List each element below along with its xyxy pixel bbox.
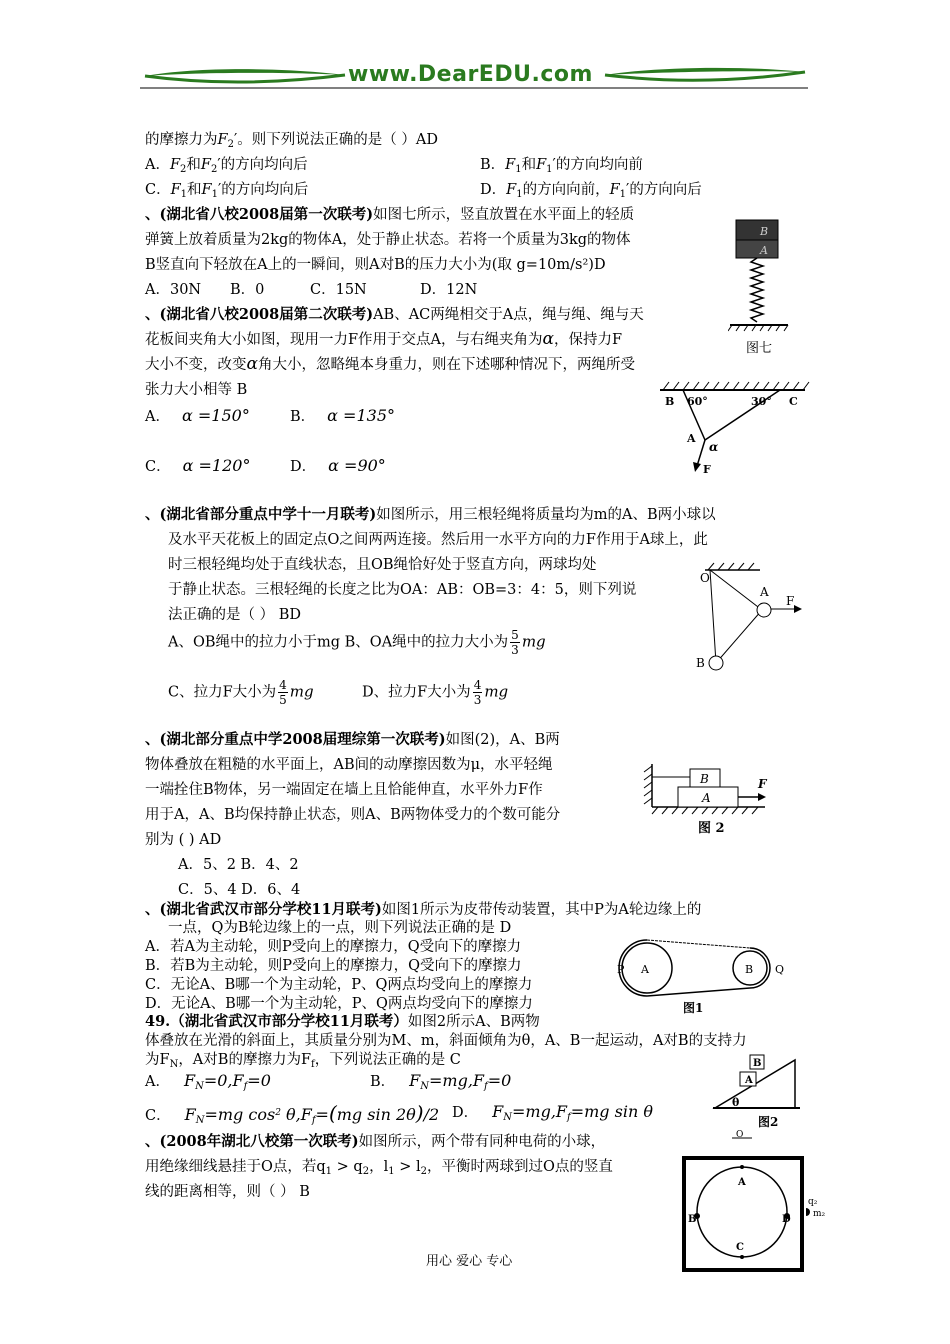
q1-option-c: C．$F_1$和$F_1'$的方向均向后 (145, 182, 309, 200)
figure-circle-track (672, 1130, 837, 1280)
q5-line1: 、(湖北部分重点中学2008届理综第一次联考)如图(2)，A、B两 (145, 731, 560, 748)
q1-option-a: A．$F_2$和$F_2'$的方向均向后 (145, 157, 308, 175)
fig-incline-caption: 图2 (758, 1115, 779, 1129)
fig-incline-label-a: A (745, 1075, 753, 1086)
q5-line3: 一端拴住B物体，另一端固定在墙上且恰能伸直，水平外力F作 (145, 782, 543, 798)
q2-option-c: C．15N (310, 282, 367, 298)
fig7-caption: 图七 (746, 341, 773, 356)
q6-option-d: D．无论A、B哪一个为主动轮，P、Q两点均受向下的摩擦力 (145, 996, 533, 1012)
fig1-label-b: B (745, 963, 754, 976)
q8-line3: 线的距离相等，则（ ） B (145, 1184, 310, 1200)
q4-line1: 、(湖北省部分重点中学十一月联考)如图所示，用三根轻绳将质量均为m的A、B两小球以 (145, 506, 716, 523)
q4-line2: 及水平天花板上的固定点O之间两两连接。然后用一水平方向的力F作用于A球上，此 (168, 532, 708, 548)
q8-line2: 用绝缘细线悬挂于O点，若$q_1 > q_2$，$l_1 > l_2$，平衡时两球到过O点的竖直 (145, 1159, 613, 1177)
fig-circle-label-q2: q₂ (808, 1197, 818, 1207)
q5-options-cd: C．5、4 D．6、4 (178, 882, 301, 898)
q4-line5: 法正确的是（ ） BD (168, 607, 301, 623)
q2-line3: B竖直向下轻放在A上的一瞬间，则A对B的压力大小为(取 g=10m/s²)D (145, 257, 606, 273)
fig2-label-f: F (758, 777, 767, 791)
fig-circle-label-a: A (738, 1177, 746, 1188)
q6-option-b: B．若B为主动轮，则P受向上的摩擦力，Q受向下的摩擦力 (145, 958, 522, 974)
q2-option-a: A．30N (145, 282, 202, 298)
figure-belt-drive (615, 930, 800, 1018)
q7-option-c: C． $F_N=mg$ $\cos^2 \theta,F_f=(mg$ sin 2θ)/2 (145, 1101, 440, 1126)
fig7-label-a: A (760, 244, 768, 257)
q8-line1: 、(2008年湖北八校第一次联考)如图所示，两个带有同种电荷的小球， (145, 1133, 606, 1150)
fig3-label-f: F (786, 594, 795, 608)
fig-ropes-label-c: C (789, 395, 798, 408)
fig3-label-o: O (700, 571, 710, 585)
fig1-label-a: A (641, 963, 649, 976)
fig-ropes-angle-30: 30° (751, 395, 772, 408)
fig-circle-label-b: B (688, 1214, 697, 1225)
fig-incline-label-theta: θ (732, 1096, 740, 1109)
q4-line4: 于静止状态。三根轻绳的长度之比为OA：AB：OB=3：4：5，则下列说 (168, 582, 637, 598)
q3-line4: 张力大小相等 B (145, 382, 248, 398)
q4-line3: 时三根轻绳均处于直线状态，且OB绳恰好处于竖直方向，两球均处 (168, 557, 597, 573)
q1-option-d: D．$F_1$的方向向前，$F_1'$的方向向后 (480, 182, 702, 200)
page-footer: 用心 爱心 专心 (426, 1254, 513, 1269)
fig3-label-b: B (696, 656, 705, 670)
site-brand[interactable]: www.DearEDU.com (348, 62, 593, 87)
q3-line3: 大小不变，改变α角大小，忽略绳本身重力，则在下述哪种情况下，两绳所受 (145, 354, 635, 374)
q7-option-a: A． $F_N=0,F_f=0$ (145, 1071, 271, 1092)
fig7-label-b: B (760, 225, 769, 238)
fig-ropes-label-f: F (703, 463, 711, 476)
q5-line5: 别为 ( ) AD (145, 832, 222, 848)
q7-line1: 49.（湖北省武汉市部分学校11月联考）如图2所示A、B两物 (145, 1013, 540, 1030)
fig-ropes-label-a: A (687, 432, 696, 445)
fig-ropes-angle-60: 60° (687, 395, 708, 408)
q5-line4: 用于A，A、B均保持静止状态，则A、B两物体受力的个数可能分 (145, 807, 561, 823)
q5-line2: 物体叠放在粗糙的水平面上，AB间的动摩擦因数为μ，水平轻绳 (145, 757, 553, 773)
fig-circle-label-d: D (782, 1214, 791, 1225)
q3-option-d: D． α =90° (290, 456, 386, 475)
fig-ropes-label-alpha: α (709, 440, 719, 454)
q3-option-a: A． α =150° (145, 406, 250, 425)
fig1-label-q: Q (775, 963, 785, 976)
fig-circle-label-o: O (736, 1130, 744, 1140)
fig-circle-label-c: C (736, 1242, 744, 1253)
q1-option-b: B．$F_1$和$F_1'$的方向均向前 (480, 157, 643, 175)
figure-spring-blocks (728, 215, 798, 360)
q5-options-ab: A．5、2 B．4、2 (178, 857, 299, 873)
q3-option-b: B． α =135° (290, 406, 395, 425)
q6-line2: 一点，Q为B轮边缘上的一点，则下列说法正确的是 D (168, 920, 512, 936)
q2-option-b: B．0 (230, 282, 265, 298)
q3-line1: 、(湖北省八校2008届第二次联考)AB、AC两绳相交于A点，绳与绳、绳与天 (145, 306, 644, 323)
fig1-caption: 图1 (683, 1001, 704, 1015)
q6-option-c: C．无论A、B哪一个为主动轮，P、Q两点均受向上的摩擦力 (145, 977, 533, 993)
figure-incline (710, 1050, 810, 1130)
q7-line2: 体叠放在光滑的斜面上，其质量分别为M、m，斜面倾角为θ，A、B一起运动，A对B的支持力 (145, 1033, 747, 1049)
q7-option-d: D． $F_N=mg,F_f=mg$ sin θ (452, 1102, 653, 1123)
fig2-label-b: B (700, 772, 709, 786)
q7-option-b: B． $F_N=mg,F_f=0$ (370, 1071, 512, 1092)
fig2-caption: 图 2 (698, 821, 725, 836)
q7-line3: 为$F_N$，A对B的摩擦力为$F_f$，下列说法正确的是 C (145, 1052, 461, 1070)
q2-option-d: D．12N (420, 282, 478, 298)
fig-circle-label-m2: m₂ (813, 1209, 826, 1219)
q4-option-d: D、拉力F大小为 $\frac{4}{3}$ mg (362, 678, 509, 707)
q4-option-c: C、拉力F大小为 $\frac{4}{5}$ mg (168, 678, 314, 707)
figure-three-ropes (690, 560, 810, 675)
fig-incline-label-b: B (753, 1058, 762, 1069)
fig-ropes-label-b: B (665, 395, 675, 408)
q3-option-c: C． α =120° (145, 456, 251, 475)
q2-line1: 、(湖北省八校2008届第一次联考)如图七所示，竖直放置在水平面上的轻质 (145, 206, 635, 223)
q6-option-a: A．若A为主动轮，则P受向上的摩擦力，Q受向下的摩擦力 (145, 939, 522, 955)
fig1-label-p: P (617, 963, 625, 976)
fig2-label-a: A (702, 791, 711, 805)
q2-line2: 弹簧上放着质量为2kg的物体A，处于静止状态。若将一个质量为3kg的物体 (145, 232, 631, 248)
q4-option-ab: A、OB绳中的拉力小于mg B、OA绳中的拉力大小为 $\frac{5}{3}$ mg (168, 628, 546, 657)
fig3-label-a: A (760, 585, 769, 599)
figure-two-ropes (655, 378, 810, 478)
q6-line1: 、(湖北省武汉市部分学校11月联考)如图1所示为皮带传动装置，其中P为A轮边缘上的 (145, 901, 702, 918)
q1-stem: 的摩擦力为$F_2'$。则下列说法正确的是（ ）AD (145, 132, 438, 150)
q3-line2: 花板间夹角大小如图，现用一力F作用于交点A，与右绳夹角为α，保持力F (145, 329, 623, 349)
figure-stacked-blocks (640, 752, 780, 842)
